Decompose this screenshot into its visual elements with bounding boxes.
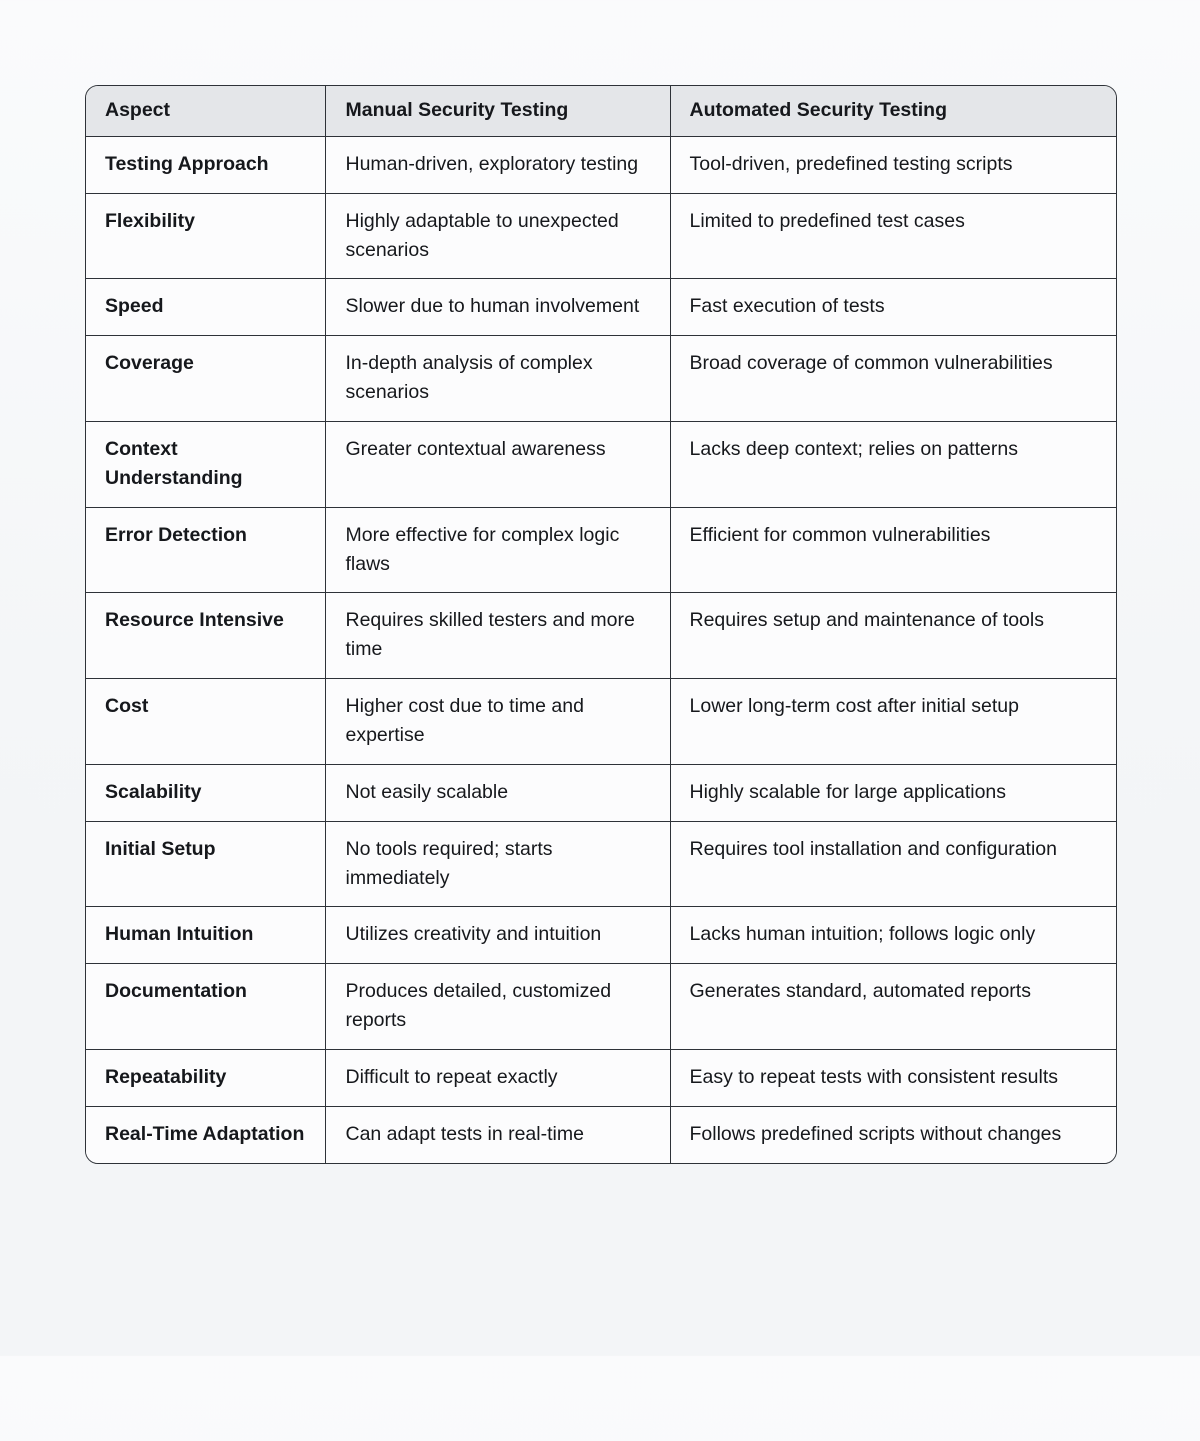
manual-cell: Highly adaptable to unexpected scenarios bbox=[326, 193, 670, 279]
manual-cell: No tools required; starts immediately bbox=[326, 821, 670, 907]
table-row bbox=[86, 136, 1116, 193]
aspect-cell: Testing Approach bbox=[86, 136, 326, 193]
table-row bbox=[86, 507, 1116, 593]
manual-cell: In-depth analysis of complex scenarios bbox=[326, 336, 670, 422]
aspect-cell: Resource Intensive bbox=[86, 593, 326, 679]
column-header-automated: Automated Security Testing bbox=[670, 86, 1116, 136]
automated-cell: Follows predefined scripts without changes bbox=[670, 1106, 1116, 1162]
manual-cell: Produces detailed, customized reports bbox=[326, 964, 670, 1050]
automated-cell: Limited to predefined test cases bbox=[670, 193, 1116, 279]
automated-cell: Lower long-term cost after initial setup bbox=[670, 679, 1116, 765]
aspect-cell: Coverage bbox=[86, 336, 326, 422]
manual-cell: Not easily scalable bbox=[326, 764, 670, 821]
aspect-cell: Documentation bbox=[86, 964, 326, 1050]
aspect-cell: Cost bbox=[86, 679, 326, 765]
aspect-cell: Context Understanding bbox=[86, 422, 326, 508]
manual-cell: Requires skilled testers and more time bbox=[326, 593, 670, 679]
automated-cell: Easy to repeat tests with consistent results bbox=[670, 1050, 1116, 1107]
automated-cell: Requires setup and maintenance of tools bbox=[670, 593, 1116, 679]
manual-cell: Human-driven, exploratory testing bbox=[326, 136, 670, 193]
aspect-cell: Scalability bbox=[86, 764, 326, 821]
aspect-cell: Real-Time Adaptation bbox=[86, 1106, 326, 1162]
table-row bbox=[86, 907, 1116, 964]
table-row bbox=[86, 964, 1116, 1050]
automated-cell: Efficient for common vulnerabilities bbox=[670, 507, 1116, 593]
aspect-cell: Human Intuition bbox=[86, 907, 326, 964]
aspect-cell: Flexibility bbox=[86, 193, 326, 279]
aspect-cell: Speed bbox=[86, 279, 326, 336]
column-header-aspect: Aspect bbox=[86, 86, 326, 136]
header-row bbox=[86, 86, 1116, 136]
column-header-manual: Manual Security Testing bbox=[326, 86, 670, 136]
table-body bbox=[86, 136, 1116, 1162]
comparison-table bbox=[86, 86, 1116, 1163]
table-row bbox=[86, 821, 1116, 907]
automated-cell: Lacks human intuition; follows logic only bbox=[670, 907, 1116, 964]
table-header bbox=[86, 86, 1116, 136]
table-row bbox=[86, 279, 1116, 336]
automated-cell: Fast execution of tests bbox=[670, 279, 1116, 336]
automated-cell: Requires tool installation and configuration bbox=[670, 821, 1116, 907]
aspect-cell: Repeatability bbox=[86, 1050, 326, 1107]
automated-cell: Tool-driven, predefined testing scripts bbox=[670, 136, 1116, 193]
table-row bbox=[86, 1050, 1116, 1107]
manual-cell: Can adapt tests in real-time bbox=[326, 1106, 670, 1162]
table-row bbox=[86, 422, 1116, 508]
manual-cell: Slower due to human involvement bbox=[326, 279, 670, 336]
table-row bbox=[86, 336, 1116, 422]
manual-cell: More effective for complex logic flaws bbox=[326, 507, 670, 593]
automated-cell: Highly scalable for large applications bbox=[670, 764, 1116, 821]
table-row bbox=[86, 1106, 1116, 1162]
manual-cell: Difficult to repeat exactly bbox=[326, 1050, 670, 1107]
table-row bbox=[86, 193, 1116, 279]
table-row bbox=[86, 593, 1116, 679]
automated-cell: Lacks deep context; relies on patterns bbox=[670, 422, 1116, 508]
automated-cell: Broad coverage of common vulnerabilities bbox=[670, 336, 1116, 422]
aspect-cell: Error Detection bbox=[86, 507, 326, 593]
aspect-cell: Initial Setup bbox=[86, 821, 326, 907]
table-row bbox=[86, 764, 1116, 821]
manual-cell: Utilizes creativity and intuition bbox=[326, 907, 670, 964]
table-row bbox=[86, 679, 1116, 765]
manual-cell: Higher cost due to time and expertise bbox=[326, 679, 670, 765]
manual-cell: Greater contextual awareness bbox=[326, 422, 670, 508]
comparison-table-card bbox=[85, 85, 1117, 1164]
automated-cell: Generates standard, automated reports bbox=[670, 964, 1116, 1050]
